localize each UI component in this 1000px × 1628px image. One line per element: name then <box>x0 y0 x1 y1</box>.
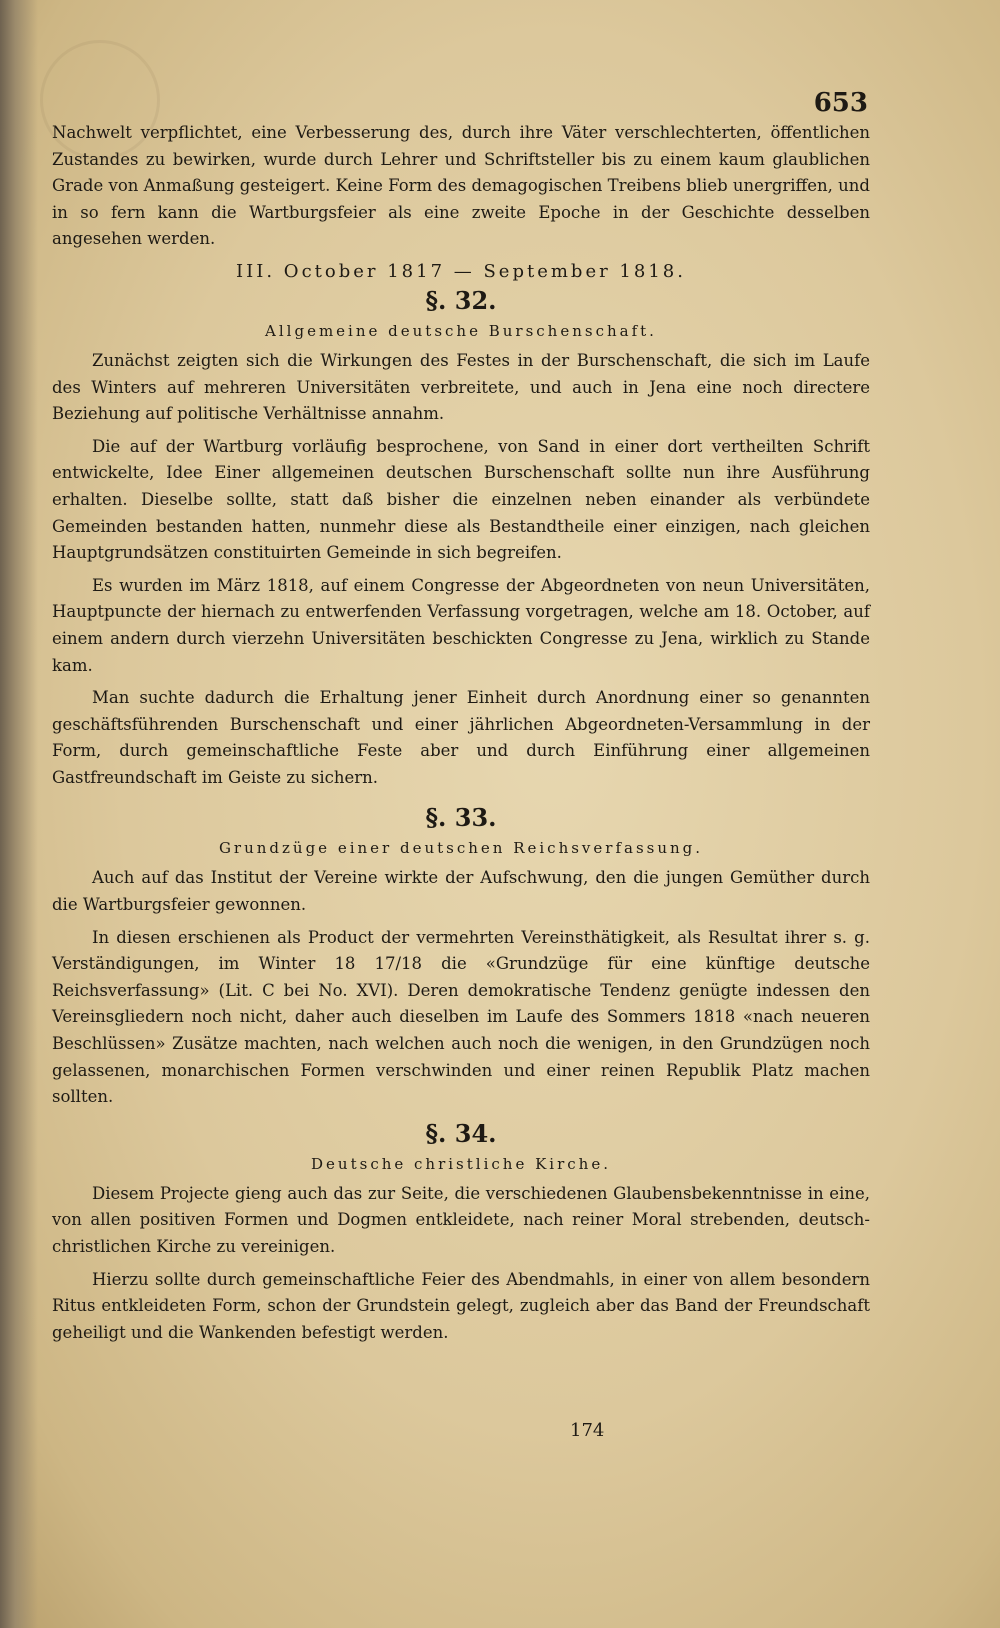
paragraph: Die auf der Wartburg vorläufig besprochene, von Sand in einer dort vertheilten Schrift entwickelte, Idee Einer allgemeinen deutschen Burschenschaft sollte nun ihre Ausführung erhalten. Dieselbe sollte, statt daß bisher die einzelnen neben einander als verbündete Gemeinden bestanden hatten, nunmehr diese als Bestandtheile einer einzigen, nach gleichen Hauptgrundsätzen constituirten Gemeinde in sich begreifen. <box>52 436 870 563</box>
section-title: Deutsche christliche Kirche. <box>311 1154 611 1173</box>
page-number: 653 <box>813 88 868 118</box>
opening-paragraph: Nachwelt verpflichtet, eine Verbesserung des, durch ihre Väter verschlechterten, öffentlichen Zustandes zu bewirken, wurde durch Lehrer und Schriftsteller bis zu einem kaum glaublichen Grade von Anmaßung gesteigert. Keine Form des demagogischen Treibens blieb unergriffen, und in so fern kann die Wartburgsfeier als eine zweite Epoche in der Geschichte desselben angesehen werden. <box>52 123 870 249</box>
section-number: §. 34. <box>425 1118 497 1148</box>
section-32 <box>52 284 870 792</box>
section-title: Grundzüge einer deutschen Reichsverfassung. <box>218 839 704 858</box>
paragraph: Es wurden im März 1818, auf einem Congresse der Abgeordneten von neun Universitäten, Hauptpuncte der hiernach zu entwerfenden Verfassung vorgetragen, welche am 18. October, auf einem andern durch vierzehn Universitäten beschickten Congresse zu Jena, wirklich zu Stande kam. <box>52 575 870 675</box>
paragraph: Zunächst zeigten sich die Wirkungen des Festes in der Burschenschaft, die sich im Laufe des Winters auf mehreren Universitäten verbreitete, und auch in Jena eine noch directere Beziehung auf politische Verhältnisse annahm. <box>52 350 870 424</box>
paragraph: Diesem Projecte gieng auch das zur Seite, die verschiedenen Glaubensbekenntnisse in eine, von allen positiven Formen und Dogmen entkleidete, nach reiner Moral strebenden, deutsch-christlichen Kirche zu vereinigen. <box>52 1183 870 1256</box>
section-33 <box>52 801 870 1110</box>
period-heading: III. October 1817 — September 1818. <box>236 260 686 282</box>
paragraph: In diesen erschienen als Product der vermehrten Vereinsthätigkeit, als Resultat ihrer s. g. Verständigungen, im Winter 18 17/18 die «Grundzüge für eine künftige deutsche Reichsverfassung» (Lit. C bei No. XVI). Deren demokratische Tendenz genügte indessen den Vereinsgliedern noch nicht, daher auch dieselben im Laufe des Sommers 1818 «nach neueren Beschlüssen» Zusätze machten, nach welchen auch noch die wenigen, in den Grundzügen noch gelassenen, monarchischen Formen verschwinden und einer reinen Republik Platz machen sollten. <box>52 927 870 1107</box>
page-body <box>52 84 870 1346</box>
page-gutter-shadow <box>0 0 38 1628</box>
paragraph: Hierzu sollte durch gemeinschaftliche Feier des Abendmahls, in einer von allem besondern Ritus entkleideten Form, schon der Grundstein gelegt, zugleich aber das Band der Freundschaft geheiligt und die Wankenden befestigt werden. <box>52 1269 870 1342</box>
section-title: Allgemeine deutsche Burschenschaft. <box>265 321 657 340</box>
section-number: §. 32. <box>425 285 497 315</box>
signature-mark: 174 <box>570 1420 605 1441</box>
paragraph: Auch auf das Institut der Vereine wirkte der Aufschwung, den die jungen Gemüther durch die Wartburgsfeier gewonnen. <box>52 868 870 915</box>
paragraph: Man suchte dadurch die Erhaltung jener Einheit durch Anordnung einer so genannten geschäftsführenden Burschenschaft und einer jährlichen Abgeordneten-Versammlung in der Form, durch gemeinschaftliche Feste aber und durch Einführung einer allgemeinen Gastfreundschaft im Geiste zu sichern. <box>52 688 870 787</box>
section-number: §. 33. <box>425 803 497 833</box>
section-34 <box>52 1117 870 1347</box>
